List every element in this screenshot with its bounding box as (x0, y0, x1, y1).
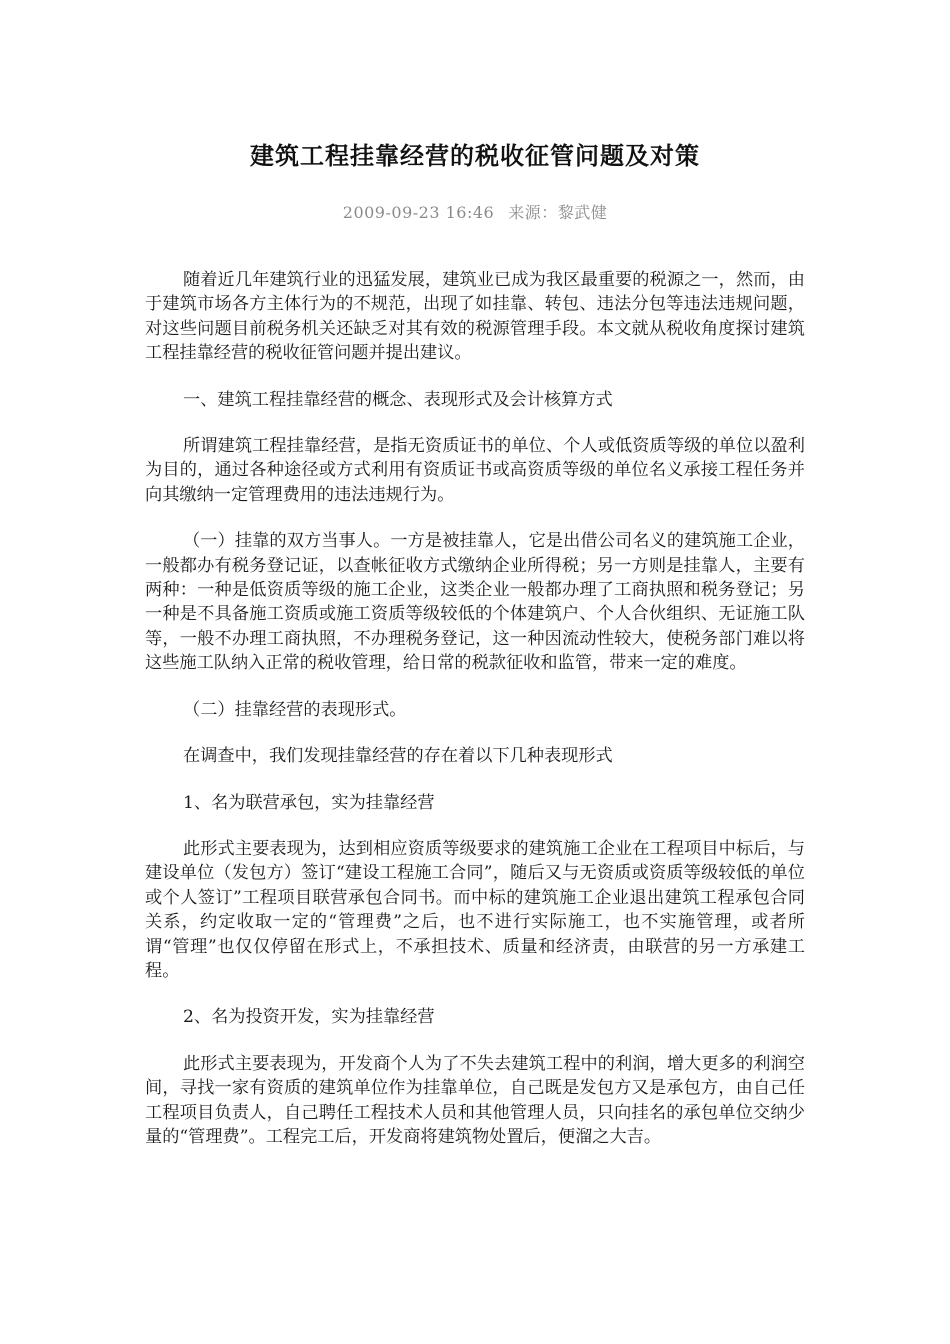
item-heading-1: 1、名为联营承包，实为挂靠经营 (183, 792, 435, 813)
section-heading-1: 一、建筑工程挂靠经营的概念、表现形式及会计核算方式 (183, 389, 613, 410)
paragraph-definition: 所谓建筑工程挂靠经营，是指无资质证书的单位、个人或低资质等级的单位以盈利为目的，通过各种途径或方式利用有资质证书或高资质等级的单位名义承接工程任务并向其缴纳一定管理费用的违法违规行为。 (145, 436, 805, 505)
paragraph-parties: （一）挂靠的双方当事人。一方是被挂靠人，它是出借公司名义的建筑施工企业，一般都办有税务登记证，以查帐征收方式缴纳企业所得税；另一方则是挂靠人，主要有两种：一种是低资质等级的施工企业，这类企业一般都办理了工商执照和税务登记；另一种是不具备施工资质或施工资质等级较低的个体建筑户、个人合伙组织、无证施工队等，一般不办理工商执照，不办理税务登记，这一种因流动性较大，使税务部门难以将这些施工队纳入正常的税收管理，给日常的税款征收和监管，带来一定的难度。 (145, 531, 805, 674)
article-body (145, 268, 805, 1171)
publish-datetime: 2009-09-23 16:46 (342, 203, 495, 222)
paragraph-item-1: 此形式主要表现为，达到相应资质等级要求的建筑施工企业在工程项目中标后，与建设单位（发包方）签订“建设工程施工合同”，随后又与无资质或资质等级较低的单位或个人签订”工程项目联营承包合同书。而中标的建筑施工企业退出建筑工程承包合同关系，约定收取一定的“管理费”之后，也不进行实际施工，也不实施管理，或者所谓“管理”也仅仅停留在形式上，不承担技术、质量和经济责，由联营的另一方承建工程。 (145, 838, 805, 981)
item-heading-2: 2、名为投资开发，实为挂靠经营 (183, 1007, 435, 1028)
article-source: 来源：黎武健 (508, 203, 608, 222)
paragraph-intro: 随着近几年建筑行业的迅猛发展，建筑业已成为我区最重要的税源之一，然而，由于建筑市场各方主体行为的不规范，出现了如挂靠、转包、违法分包等违法违规问题，对这些问题目前税务机关还缺乏对其有效的税源管理手段。本文就从税收角度探讨建筑工程挂靠经营的税收征管问题并提出建议。 (145, 270, 805, 364)
paragraph-item-2: 此形式主要表现为，开发商个人为了不失去建筑工程中的利润，增大更多的利润空间，寻找一家有资质的建筑单位作为挂靠单位，自己既是发包方又是承包方，由自己任工程项目负责人，自己聘任工程技术人员和其他管理人员，只向挂名的承包单位交纳少量的“管理费”。工程完工后，开发商将建筑物处置后，便溜之大吉。 (145, 1053, 805, 1147)
article-meta (0, 200, 950, 223)
subsection-heading-forms: （二）挂靠经营的表现形式。 (183, 699, 407, 720)
article-title: 建筑工程挂靠经营的税收征管问题及对策 (250, 141, 700, 170)
paragraph-survey: 在调查中，我们发现挂靠经营的存在着以下几种表现形式 (183, 746, 613, 767)
